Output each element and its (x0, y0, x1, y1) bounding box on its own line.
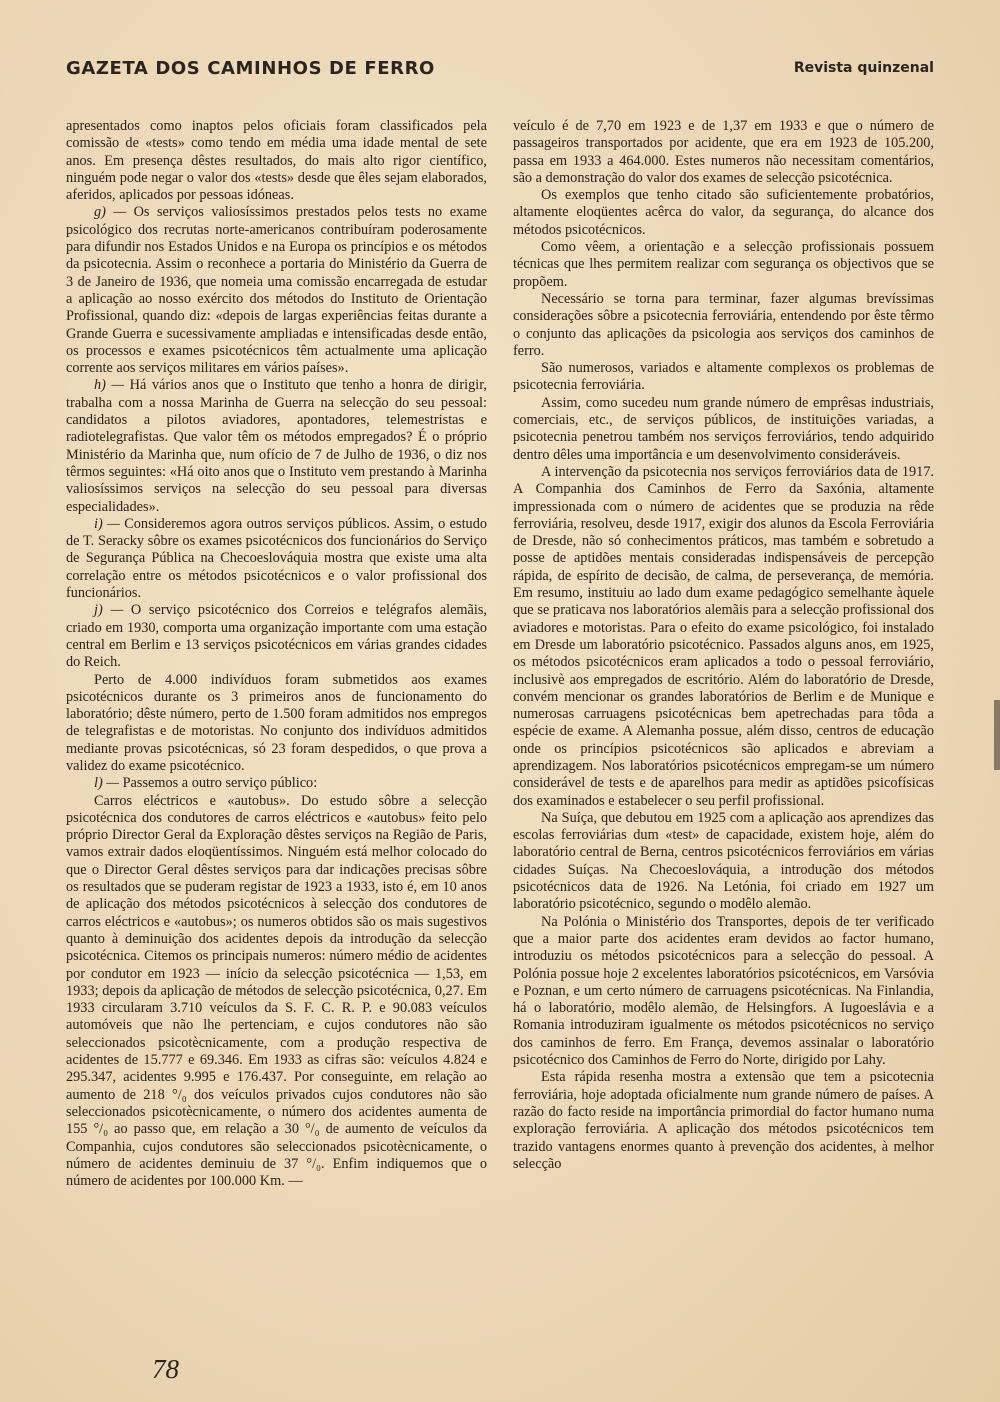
paragraph: Esta rápida resenha mostra a extensão que tem a psicotecnia ferroviária, hoje adoptada oficialmente num grande número de países. A razão do facto reside na importância primordial do factor humano numa exploração ferroviária. A aplicação dos métodos psicotécnicos tem trazido vantagens enormes quanto à prevenção dos acidentes, à melhor selecção (513, 1069, 934, 1172)
item-marker: h) — (94, 377, 125, 394)
paragraph: Carros eléctricos e «autobus». Do estudo sôbre a selecção psicotécnica dos condutores de carros eléctricos e «autobus» feito pelo próprio Director Geral da Exploração dêstes serviços na Região de Paris, vamos extrair dados eloqüentíssimos. Ninguém está melhor colocado do que o Director Geral dêstes serviços para dar indicações precisas sôbre os resultados que se puderam registar de 1923 a 1933, isto é, em 10 anos de aplicação dos métodos psicotécnicos à selecção dos condutores de carros eléctricos e «autobus»; os numeros obtidos são os mais sugestivos quanto à deminuição dos acidentes depois da introdução da selecção psicotécnica. Citemos os principais numeros: número médio de acidentes por condutor em 1923 — início da selecção psicotécnica — 1,53, em 1933; depois da aplicação de métodos de selecção psicotécnica, 0,27. Em 1933 circularam 3.710 veículos da S. F. C. R. P. e 90.083 veículos automóveis que não lhe pertenciam, e cujos condutores não são seleccionados psicotècnicamente, com a produção respectiva de acidentes de 15.777 e 69.346. Em 1933 as cifras são: veículos 4.824 e 295.347, acidentes 9.995 e 176.437. Por conseguinte, em relação ao aumento de 218 °/₀ dos veículos privados cujos condutores não são seleccionados psicotècnicamente, o número dos acidentes aumenta de 155 °/₀ ao passo que, em relação a 30 °/₀ de aumento de veículos da Companhia, cujos condutores são seleccionados psicotècnicamente, o número de acidentes deminuiu de 37 °/₀. Enfim indiquemos que o número de acidentes por 100.000 Km. — (66, 792, 487, 1190)
paragraph: Necessário se torna para terminar, fazer algumas brevíssimas considerações sôbre a psicotecnia ferroviária, entendendo por êste têrmo o conjunto das aplicações da psicologia aos serviços dos caminhos de ferro. (513, 290, 934, 359)
item-marker: l) — (94, 775, 120, 792)
publication-subtitle: Revista quinzenal (793, 60, 934, 76)
paragraph (66, 204, 487, 377)
paragraph (66, 602, 487, 671)
paragraph-text: Consideremos agora outros serviços públicos. Assim, o estudo de T. Seracky sôbre os exames psicotécnicos dos funcionários do Serviço de Segurança Pública na Checoeslováquia mostra que existe uma alta correlação entre os métodos psicotécnicos e o valor profissional dos funcionários. (66, 515, 487, 602)
publication-title: GAZETA DOS CAMINHOS DE FERRO (66, 58, 435, 79)
paragraph-text: Há vários anos que o Instituto que tenho a honra de dirigir, trabalha com a nossa Marinha de Guerra na selecção do seu pessoal: candidatos a pilotos aviadores, apontadores, telemestristas e radiotelegrafistas. Que valor têm os métodos empregados? É o próprio Ministério da Marinha que, num ofício de 7 de Julho de 1936, o diz nos têrmos seguintes: «Há oito anos que o Instituto vem prestando à Marinha valiosíssimos serviços na selecção do seu pessoal para diversas especialidades». (66, 377, 487, 515)
page-number: 78 (152, 1354, 179, 1384)
paragraph: veículo é de 7,70 em 1923 e de 1,37 em 1933 e que o número de passageiros transportados por acidente, que era em 1923 de 105.200, passa em 1933 a 464.000. Estes numeros não necessitam comentários, são a demonstração do valor dos exames de selecção psicotécnica. (513, 118, 934, 186)
item-marker: g) — (94, 204, 127, 221)
scan-edge-mark (994, 700, 1000, 770)
paragraph: apresentados como inaptos pelos oficiais foram classificados pela comissão de «tests» como tendo em média uma idade mental de sete anos. Em presença dêstes resultados, do mais alto rigor científico, ninguém pode negar o valor dos «tests» desde que êles sejam elaborados, aferidos, aplicados por pessoas idóneas. (66, 118, 487, 204)
paragraph: São numerosos, variados e altamente complexos os problemas de psicotecnia ferroviária. (513, 360, 934, 394)
paragraph-text: O serviço psicotécnico dos Correios e telégrafos alemãis, criado em 1930, comporta uma organização importante com uma estação central em Berlim e 13 serviços psicotécnicos em várias grandes cidades do Reich. (66, 602, 487, 671)
paragraph: Como vêem, a orientação e a selecção profissionais possuem técnicas que lhes permitem realizar com segurança os objectivos que se propõem. (513, 239, 934, 290)
paragraph: Na Suíça, que debutou em 1925 com a aplicação aos aprendizes das escolas ferroviárias dum «test» de capacidade, existem hoje, além do laboratório central de Berna, centros psicotécnicos ferroviários em várias cidades Suíças. Na Checoeslováquia, a introdução dos métodos psicotécnicos data de 1926. Na Letónia, foi criado em 1927 um laboratório psicotécnico, segundo o modêlo alemão. (513, 809, 934, 913)
item-marker: i) — (94, 515, 120, 532)
paragraph: Na Polónia o Ministério dos Transportes, depois de ter verificado que a maior parte dos acidentes eram devidos ao factor humano, introduziu os métodos psicotécnicos para a selecção do pessoal. A Polónia possue hoje 2 excelentes laboratórios psicotécnicos, em Varsóvia e Poznan, e um certo número de carruagens psicotécnicas. Na Finlandia, há o laboratório, modêlo alemão, de Helsingfors. A Iugoeslávia e a Romania introduziram igualmente os métodos psicotécnicos no serviço dos caminhos de ferro. Em França, devemos assinalar o laboratório psicotécnico dos Caminhos de Ferro do Norte, dirigido por Lahy. (513, 913, 934, 1069)
paragraph-text: Passemos a outro serviço público: (122, 775, 318, 792)
paragraph: Perto de 4.000 indivíduos foram submetidos aos exames psicotécnicos durante os 3 primeiros anos de funcionamento do laboratório; dêste número, perto de 1.500 foram admitidos nos empregos de telegrafistas e de motoristas. No conjunto dos indivíduos admitidos mediante provas psicotécnicas, só 23 foram despedidos, o que prova a validez do exame psicotécnico. (66, 671, 487, 774)
left-column (66, 118, 487, 1334)
paragraph: Assim, como sucedeu num grande número de emprêsas industriais, comerciais, etc., de serviços públicos, de instituições variadas, a psicotecnia penetrou também nos serviços ferroviários, tendo adquirido dentro dêles uma importância e um desenvolvimento consideráveis. (513, 394, 934, 463)
page-header (66, 58, 934, 86)
paragraph: A intervenção da psicotecnia nos serviços ferroviários data de 1917. A Companhia dos Caminhos de Ferro da Saxónia, altamente impressionada com o número de acidentes que se produzia na rêde ferroviária, resolveu, desde 1917, exigir dos alunos da Escola Ferroviária de Dresde, não só conhecimentos práticos, mas também e sobretudo a posse de aptidões mentais consideradas indispensáveis de percepção rápida, de espírito de decisão, de calma, de perseverança, de memória. Em resumo, instituiu ao lado dum exame pedagógico semelhante àquele que se praticava nos laboratórios alemãis para a selecção profissional dos aviadores e motoristas. Para o efeito do exame psicológico, foi instalado em Dresde um laboratório psicotécnico. Passados alguns anos, em 1925, os métodos psicotécnicos eram aplicados a todo o pessoal ferroviário, inclusivè aos empregados de escritório. Além do laboratório de Dresde, convém mencionar os grandes laboratórios de Berlim e de Munique e numerosas carruagens psicotécnicas bem apetrechadas para tôda a espécie de exame. A Alemanha possue, além disso, centros de educação onde os princípios psicotécnicos são aplicados e abreviam a aprendizagem. Nos laboratórios psicotécnicos empregam-se um número considerável de tests e de aparelhos para medir as aptidões psicofísicas dos examinados e estabelecer o seu perfil profissional. (513, 463, 934, 809)
right-column (513, 118, 934, 1334)
paragraph (66, 775, 487, 792)
paragraph-text: Os serviços valiosíssimos prestados pelos tests no exame psicológico dos recrutas norte-americanos contribuíram poderosamente para difundir nos Estados Unidos e na Europa os princípios e os métodos da psicotecnia. Assim o reconhece a portaria do Ministério da Guerra de 3 de Janeiro de 1936, que nomeia uma comissão encarregada de estudar a aplicação ao nosso exército dos métodos do Instituto de Orientação Profissional, quando diz: «depois de largas experiências feitas durante a Grande Guerra e sucessivamente ampliadas e intensificadas desde então, os processos e exames psicotécnicos têm actualmente uma aplicação corrente aos serviços militares em vários países». (66, 204, 487, 377)
item-marker: j) — (94, 602, 124, 619)
paragraph (66, 377, 487, 515)
paragraph: Os exemplos que tenho citado são suficientemente probatórios, altamente eloqüentes acêrca do valor, da segurança, do alcance dos métodos psicotécnicos. (513, 187, 934, 238)
paragraph (66, 516, 487, 602)
